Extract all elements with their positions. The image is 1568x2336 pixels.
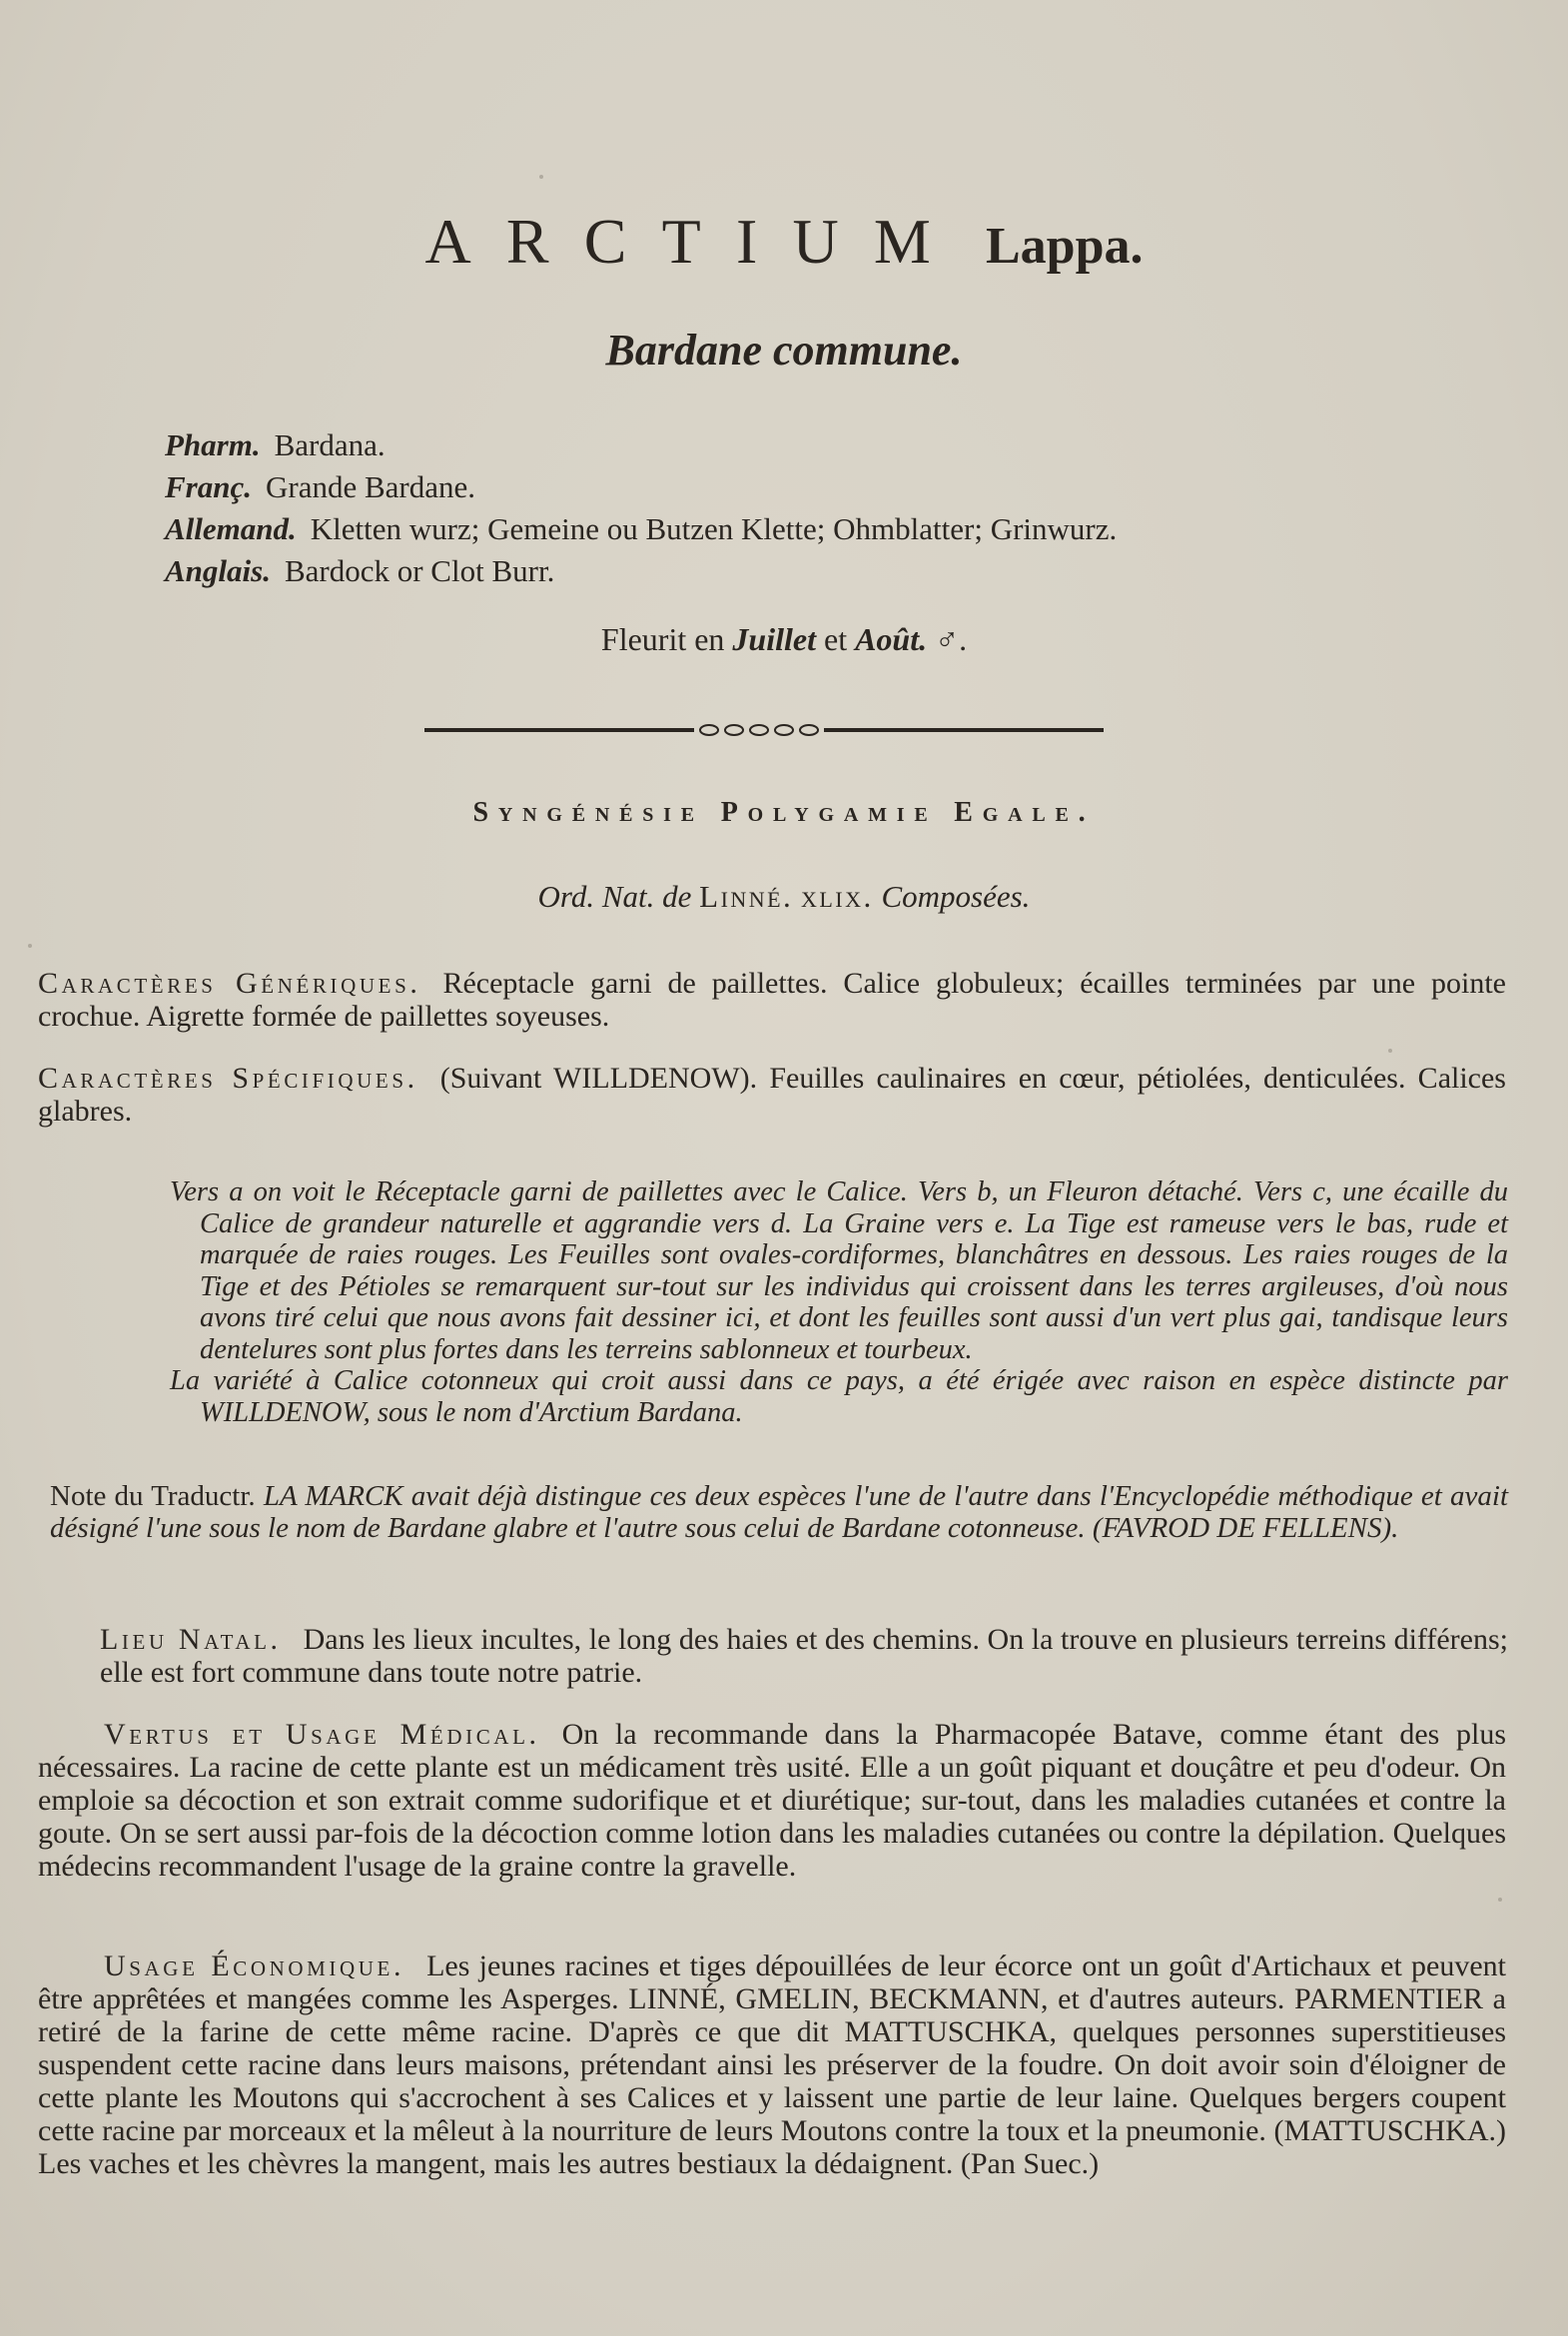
figure-notes xyxy=(170,1176,1508,1428)
habitat xyxy=(100,1623,1508,1689)
section-heading: Usage Économique. xyxy=(104,1949,405,1982)
perennial-symbol: ♂. xyxy=(935,621,968,657)
specific-characters xyxy=(38,1062,1506,1128)
order-author: Linné. xyxy=(699,879,794,914)
name-language: Pharm. xyxy=(165,427,261,462)
figure-note: La variété à Calice cotonneux qui croit aussi dans ce pays, a été érigée avec raison en espèce distincte par WILLDENOW, sous le nom d'Arctium Bardana. xyxy=(170,1365,1508,1428)
bloom-month-2: Août. xyxy=(855,621,928,657)
name-value: Bardock or Clot Burr. xyxy=(284,553,555,588)
name-value: Grande Bardane. xyxy=(266,469,476,504)
section-text: On la recommande dans la Pharmacopée Batave, comme étant des plus nécessaires. La racine de cette plante est un médicament très usité. Elle a un goût piquant et douçâtre et peu d'odeur. On emploie sa décoction et son extrait comme sudorifique et et diurétique; sur-tout, dans les maladies cutanées et contre la goute. On se sert aussi par-fois de la décoction comme lotion dans les maladies cutanées ou contre la dépilation. Quelques médecins recommandent l'usage de la graine contre la gravelle. xyxy=(38,1718,1506,1883)
section-text: Réceptacle garni de paillettes. Calice globuleux; écailles terminées par une pointe crochue. Aigrette formée de paillettes soyeuses. xyxy=(38,967,1506,1033)
name-value: Bardana. xyxy=(274,427,386,462)
note-label: Note du Traductr. xyxy=(50,1480,256,1512)
order-prefix: Ord. Nat. de xyxy=(537,879,692,914)
economic-use xyxy=(38,1949,1506,2180)
paper-speck xyxy=(1388,1049,1392,1053)
name-language: Anglais. xyxy=(165,553,271,588)
species-name: Lappa. xyxy=(986,218,1144,275)
paper-speck xyxy=(539,175,543,179)
name-row xyxy=(165,550,1117,592)
generic-characters xyxy=(38,967,1506,1033)
order-number: xlix. xyxy=(801,879,874,914)
section-text: (Suivant WILLDENOW). Feuilles caulinaires en cœur, pétiolées, denticulées. Calices glabres. xyxy=(38,1062,1506,1128)
bloom-prefix: Fleurit en xyxy=(600,621,725,657)
natural-order xyxy=(0,879,1568,915)
name-row xyxy=(165,466,1117,508)
vernacular-names xyxy=(165,424,1117,592)
common-name: Bardane commune. xyxy=(605,326,963,375)
section-heading: Caractères Spécifiques. xyxy=(38,1062,418,1095)
name-language: Franç. xyxy=(165,469,252,504)
medical-use xyxy=(38,1718,1506,1883)
name-row xyxy=(165,508,1117,550)
figure-note: Vers a on voit le Réceptacle garni de paillettes avec le Calice. Vers b, un Fleuron détaché. Vers c, une écaille du Calice de grandeur naturelle et aggrandie vers d. La Graine vers e. La Tige est rameuse vers le bas, rude et marquée de raies rouges. Les Feuilles sont ovales-cordiformes, blanchâtres en dessous. Les raies rouges de la Tige et des Pétioles se remarquent sur-tout sur les individus qui croissent dans les terres argileuses, d'où nous avons tiré celui que nous avons fait dessiner ici, et dont les feuilles sont aussi d'un vert plus gai, tandisque leurs dentelures sont plus fortes dans les terreins sablonneux et tourbeux. xyxy=(170,1176,1508,1365)
name-row xyxy=(165,424,1117,466)
genus-name: ARCTIUM xyxy=(424,206,966,277)
section-text: Les jeunes racines et tiges dépouillées de leur écorce ont un goût d'Artichaux et peuvent être apprêtées et mangées comme les Asperges. LINNÉ, GMELIN, BECKMANN, et d'autres auteurs. PARMENTIER a retiré de la farine de cette même racine. D'après ce que dit MATTUSCHKA, quelques personnes superstitieuses suspendent cette racine dans leurs maisons, prétendant ainsi les préserver de la foudre. On doit avoir soin d'éloigner de cette plante les Moutons qui s'accrochent à ses Calices et y laissent une partie de leur laine. Quelques bergers coupent cette racine par morceaux et la mêleut à la nourriture de leurs Moutons contre la toux et la pneumonie. (MATTUSCHKA.) Les vaches et les chèvres la mangent, mais les autres bestiaux la dédaignent. (Pan Suec.) xyxy=(38,1949,1506,2180)
ornamental-divider xyxy=(424,723,1104,737)
flowering-line xyxy=(0,621,1568,658)
paper-speck xyxy=(1498,1898,1502,1902)
translator-note xyxy=(50,1480,1508,1544)
bloom-month-1: Juillet xyxy=(732,621,816,657)
page-title xyxy=(0,205,1568,279)
section-text: Dans les lieux incultes, le long des haies et des chemins. On la trouve en plusieurs terreins différens; elle est fort commune dans toute notre patrie. xyxy=(100,1623,1508,1689)
note-text: LA MARCK avait déjà distingue ces deux espèces l'une de l'autre dans l'Encyclopédie méthodique et avait désigné l'une sous le nom de Bardane glabre et l'autre sous celui de Bardane cotonneuse. (FAVROD DE FELLENS). xyxy=(50,1480,1509,1544)
section-heading: Lieu Natal. xyxy=(100,1623,282,1656)
linnaean-class: Syngénésie Polygamie Egale. xyxy=(472,797,1096,828)
paper-speck xyxy=(28,944,32,948)
order-family: Composées. xyxy=(881,879,1031,914)
name-language: Allemand. xyxy=(165,511,297,546)
name-value: Kletten wurz; Gemeine ou Butzen Klette; Ohmblatter; Grinwurz. xyxy=(310,511,1118,546)
bloom-et: et xyxy=(823,621,848,657)
section-heading: Caractères Génériques. xyxy=(38,967,421,1000)
section-heading: Vertus et Usage Médical. xyxy=(104,1718,540,1751)
